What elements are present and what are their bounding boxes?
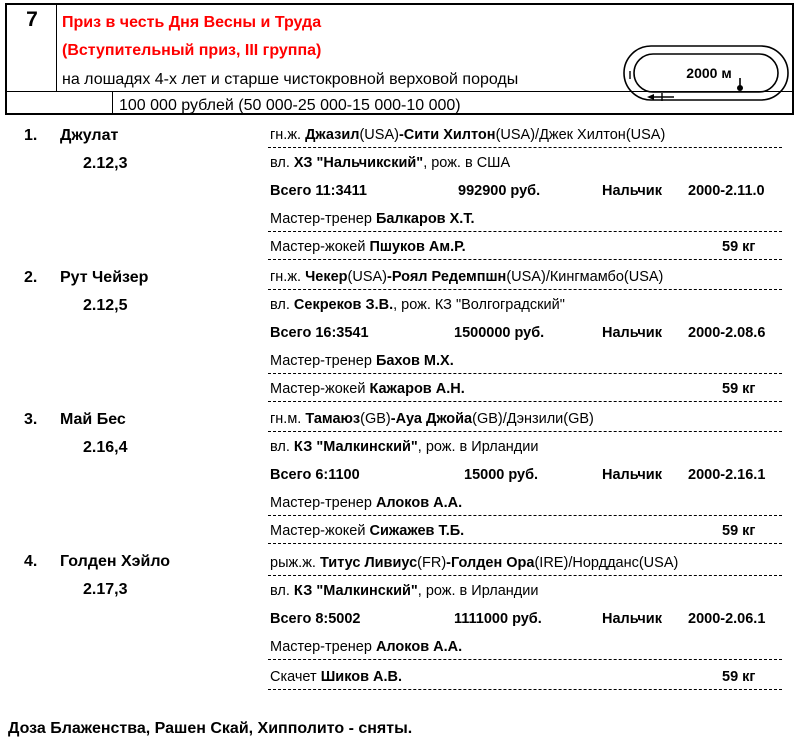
jockey-line: Скачет Шиков А.В. bbox=[270, 669, 403, 685]
divider bbox=[268, 659, 782, 660]
race-title: Приз в честь Дня Весны и Труда bbox=[62, 14, 322, 31]
weight: 59 кг bbox=[722, 523, 756, 539]
race-number: 7 bbox=[26, 8, 38, 31]
weight: 59 кг bbox=[722, 239, 756, 255]
pedigree-line: гн.м. Тамаюз(GB)-Ауа Джойа(GB)/Дэнзили(GB) bbox=[270, 411, 594, 427]
total-earnings: 1500000 руб. bbox=[454, 325, 545, 341]
weight: 59 кг bbox=[722, 381, 756, 397]
divider bbox=[268, 543, 782, 544]
best-track: Нальчик bbox=[602, 325, 662, 341]
track-distance: 2000 м bbox=[686, 65, 732, 81]
total-record: Всего 16:3541 bbox=[270, 325, 369, 341]
horse-name: Май Бес bbox=[60, 411, 126, 428]
divider bbox=[268, 515, 782, 516]
scratched-note: Доза Блаженства, Рашен Скай, Хипполито - сняты. bbox=[8, 720, 413, 737]
trainer-line: Мастер-тренер Алоков А.А. bbox=[270, 495, 463, 511]
header-prize-divider bbox=[112, 91, 113, 113]
jockey-line: Мастер-жокей Пшуков Ам.Р. bbox=[270, 239, 466, 255]
divider bbox=[268, 373, 782, 374]
horse-name: Джулат bbox=[60, 127, 119, 144]
divider bbox=[268, 575, 782, 576]
horse-name: Голден Хэйло bbox=[60, 553, 171, 570]
horse-time: 2.12,5 bbox=[83, 297, 128, 314]
trainer-line: Мастер-тренер Балкаров Х.Т. bbox=[270, 211, 475, 227]
best-track: Нальчик bbox=[602, 467, 662, 483]
divider bbox=[268, 431, 782, 432]
horse-name: Рут Чейзер bbox=[60, 269, 149, 286]
best-track: Нальчик bbox=[602, 611, 662, 627]
best-time: 2000-2.06.1 bbox=[688, 611, 766, 627]
weight: 59 кг bbox=[722, 669, 756, 685]
owner-line: вл. ХЗ "Нальчикский", рож. в США bbox=[270, 155, 511, 171]
divider bbox=[268, 259, 782, 260]
divider bbox=[268, 231, 782, 232]
jockey-line: Мастер-жокей Кажаров А.Н. bbox=[270, 381, 465, 397]
trainer-line: Мастер-тренер Алоков А.А. bbox=[270, 639, 463, 655]
owner-line: вл. Секреков З.В., рож. КЗ "Волгоградский" bbox=[270, 297, 565, 313]
total-earnings: 1111000 руб. bbox=[454, 611, 542, 627]
total-record: Всего 11:3411 bbox=[270, 183, 367, 199]
total-record: Всего 6:1100 bbox=[270, 467, 360, 483]
divider bbox=[268, 289, 782, 290]
jockey-line: Мастер-жокей Сижажев Т.Б. bbox=[270, 523, 465, 539]
race-header bbox=[5, 3, 794, 115]
pedigree-line: рыж.ж. Титус Ливиус(FR)-Голден Ора(IRE)/Нордданс(USA) bbox=[270, 555, 679, 571]
trainer-line: Мастер-тренер Бахов М.Х. bbox=[270, 353, 454, 369]
best-time: 2000-2.08.6 bbox=[688, 325, 766, 341]
track-diagram bbox=[622, 43, 792, 105]
divider bbox=[268, 147, 782, 148]
best-time: 2000-2.11.0 bbox=[688, 183, 765, 199]
track-oval-icon bbox=[622, 43, 792, 105]
divider bbox=[268, 689, 782, 690]
entry-place: 2. bbox=[24, 269, 38, 286]
best-track: Нальчик bbox=[602, 183, 662, 199]
total-earnings: 992900 руб. bbox=[458, 183, 541, 199]
divider bbox=[268, 401, 782, 402]
horse-time: 2.16,4 bbox=[83, 439, 128, 456]
total-record: Всего 8:5002 bbox=[270, 611, 361, 627]
race-prize: 100 000 рублей (50 000-25 000-15 000-10 000) bbox=[119, 97, 461, 114]
entry-place: 1. bbox=[24, 127, 38, 144]
total-earnings: 15000 руб. bbox=[464, 467, 539, 483]
best-time: 2000-2.16.1 bbox=[688, 467, 766, 483]
horse-time: 2.17,3 bbox=[83, 581, 128, 598]
race-number-cell bbox=[7, 5, 57, 91]
entry-place: 3. bbox=[24, 411, 38, 428]
owner-line: вл. КЗ "Малкинский", рож. в Ирландии bbox=[270, 439, 539, 455]
race-subtitle: (Вступительный приз, III группа) bbox=[62, 42, 322, 59]
owner-line: вл. КЗ "Малкинский", рож. в Ирландии bbox=[270, 583, 539, 599]
pedigree-line: гн.ж. Джазил(USA)-Сити Хилтон(USA)/Джек Хилтон(USA) bbox=[270, 127, 666, 143]
pedigree-line: гн.ж. Чекер(USA)-Роял Редемпшн(USA)/Кингмамбо(USA) bbox=[270, 269, 664, 285]
horse-time: 2.12,3 bbox=[83, 155, 128, 172]
entry-place: 4. bbox=[24, 553, 38, 570]
race-conditions: на лошадях 4-х лет и старше чистокровной верховой породы bbox=[62, 71, 519, 88]
